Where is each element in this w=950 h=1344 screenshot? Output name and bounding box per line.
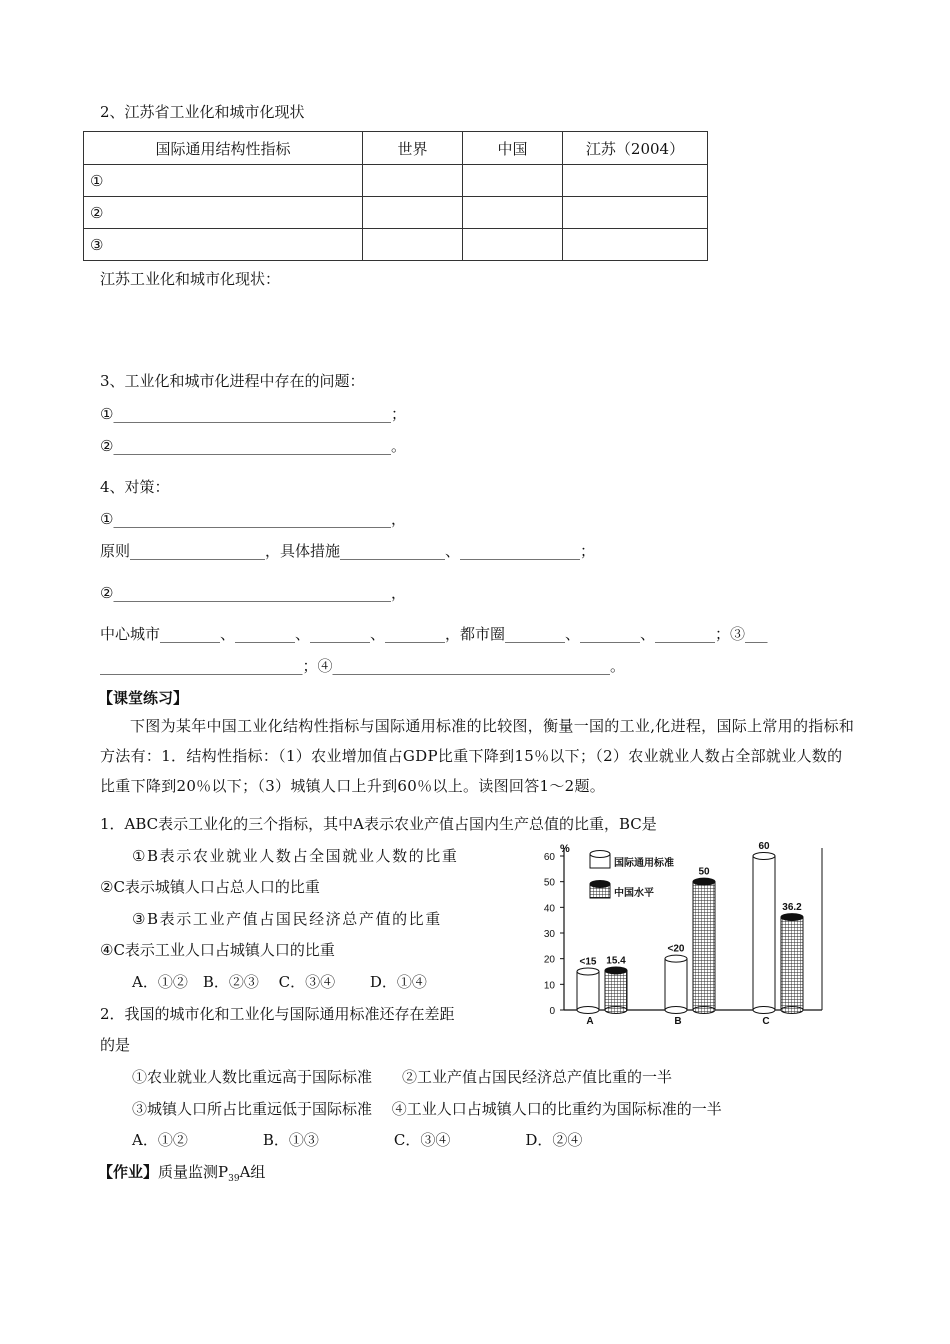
homework-text-end: A组 xyxy=(239,1163,266,1181)
bar xyxy=(577,972,599,1011)
homework-text: 质量监测P xyxy=(158,1163,229,1181)
practice-heading: 【课堂练习】 xyxy=(98,689,189,707)
q2-stem-2: 的是 xyxy=(100,1036,131,1054)
q2-option-2: ③城镇人口所占比重远低于国际标准 ④工业人口占城镇人口的比重约为国际标准的一半 xyxy=(132,1100,722,1118)
y-tick-label: 60 xyxy=(543,852,555,863)
problem-line-2: ②_____________________________________。 xyxy=(100,437,406,455)
x-tick-label: B xyxy=(674,1016,682,1027)
bar-top xyxy=(577,968,599,975)
legend-label: 国际通用标准 xyxy=(614,858,674,869)
y-tick-label: 20 xyxy=(543,954,555,966)
q1-option-3: ③B表示工业产值占国民经济总产值的比重 xyxy=(132,910,442,928)
q1-option-1: ①B表示农业就业人数占全国就业人数的比重 xyxy=(132,847,459,865)
y-tick-label: 50 xyxy=(543,877,555,889)
data-label: <15 xyxy=(579,956,597,968)
legend-swatch-top xyxy=(590,851,610,858)
q1-option-4: ④C表示工业人口占城镇人口的比重 xyxy=(100,941,335,959)
measure-line-4: 中心城市________、________、________、________，都市圈________、________、________；③___ xyxy=(100,625,768,643)
q1-choices: A．①② B．②③ C．③④ D．①④ xyxy=(132,973,427,991)
problem-line-1: ①_____________________________________； xyxy=(100,405,406,423)
indicator-table xyxy=(83,131,708,261)
measure-line-1: ①_____________________________________， xyxy=(100,510,406,528)
bar-top xyxy=(605,967,627,974)
homework-line xyxy=(98,1161,265,1184)
bar-top xyxy=(693,878,715,885)
table-header-cell: 世界 xyxy=(363,132,463,165)
table-cell xyxy=(463,229,563,261)
bar xyxy=(693,882,715,1010)
y-tick-label: 30 xyxy=(543,929,555,940)
bar-base xyxy=(781,1007,803,1014)
table-row xyxy=(84,229,708,261)
table-cell: ① xyxy=(84,165,363,197)
homework-page: 39 xyxy=(228,1174,240,1184)
table-cell xyxy=(563,165,708,197)
homework-heading: 【作业】 xyxy=(98,1163,159,1181)
table-cell xyxy=(363,229,463,261)
data-label: 60 xyxy=(758,841,770,852)
bar-base xyxy=(577,1007,599,1014)
bar-base xyxy=(605,1007,627,1014)
bar-top xyxy=(753,853,775,860)
q2-option-1: ①农业就业人数比重远高于国际标准 ②工业产值占国民经济总产值比重的一半 xyxy=(132,1068,673,1086)
q1-option-2: ②C表示城镇人口占总人口的比重 xyxy=(100,878,320,896)
bar-base xyxy=(693,1007,715,1014)
q2-choices: A．①② B．①③ C．③④ D．②④ xyxy=(132,1131,583,1149)
section4-title: 4、对策： xyxy=(100,478,170,496)
data-label: 36.2 xyxy=(782,902,802,914)
table-cell: ③ xyxy=(84,229,363,261)
table-header-cell: 中国 xyxy=(463,132,563,165)
table-cell xyxy=(463,197,563,229)
table-cell xyxy=(563,229,708,261)
data-label: <20 xyxy=(667,943,685,955)
data-label: 15.4 xyxy=(606,955,626,967)
q2-stem-1: 2．我国的城市化和工业化与国际通用标准还存在差距 xyxy=(100,1005,455,1023)
bar xyxy=(753,856,775,1010)
x-tick-label: A xyxy=(586,1016,594,1027)
y-tick-label: 10 xyxy=(543,980,555,992)
x-tick-label: C xyxy=(762,1016,770,1027)
table-cell xyxy=(463,165,563,197)
table-cell xyxy=(563,197,708,229)
table-row xyxy=(84,197,708,229)
section3-title: 3、工业化和城市化进程中存在的问题： xyxy=(100,372,365,390)
comparison-chart xyxy=(530,840,830,1030)
y-tick-label: 0 xyxy=(549,1006,555,1017)
y-axis-label: % xyxy=(560,843,570,855)
q1-stem: 1．ABC表示工业化的三个指标，其中A表示农业产值占国内生产总值的比重，BC是 xyxy=(100,815,657,833)
measure-line-3: ②_____________________________________， xyxy=(100,584,406,602)
table-cell xyxy=(363,165,463,197)
status-label: 江苏工业化和城市化现状： xyxy=(100,270,281,288)
bar xyxy=(605,970,627,1010)
table-header-cell: 江苏（2004） xyxy=(563,132,708,165)
table-row xyxy=(84,165,708,197)
table-cell: ② xyxy=(84,197,363,229)
legend-label: 中国水平 xyxy=(614,888,654,899)
bar xyxy=(781,917,803,1010)
bar-base xyxy=(753,1007,775,1014)
measure-line-5: ___________________________；④_____________________________________。 xyxy=(100,657,626,675)
legend-swatch-top xyxy=(590,881,610,888)
data-label: 50 xyxy=(698,866,710,878)
y-tick-label: 40 xyxy=(543,903,555,915)
section2-title: 2、江苏省工业化和城市化现状 xyxy=(100,103,305,121)
measure-line-2: 原则__________________，具体措施______________、________________； xyxy=(100,542,596,560)
bar xyxy=(665,959,687,1010)
bar-top xyxy=(665,955,687,962)
table-header-cell: 国际通用结构性指标 xyxy=(84,132,363,165)
table-cell xyxy=(363,197,463,229)
bar-base xyxy=(665,1007,687,1014)
practice-intro: 下图为某年中国工业化结构性指标与国际通用标准的比较图，衡量一国的工业,化进程，国际上常用的指标和方法有：1．结构性指标：（1）农业增加值占GDP比重下降到15％以下；（2）农业就业人数占全部就业人数的比重下降到20％以下；（3）城镇人口上升到60％以上。读图回答1～2题。 xyxy=(100,717,855,795)
table-header-row xyxy=(84,132,708,165)
bar-top xyxy=(781,914,803,921)
